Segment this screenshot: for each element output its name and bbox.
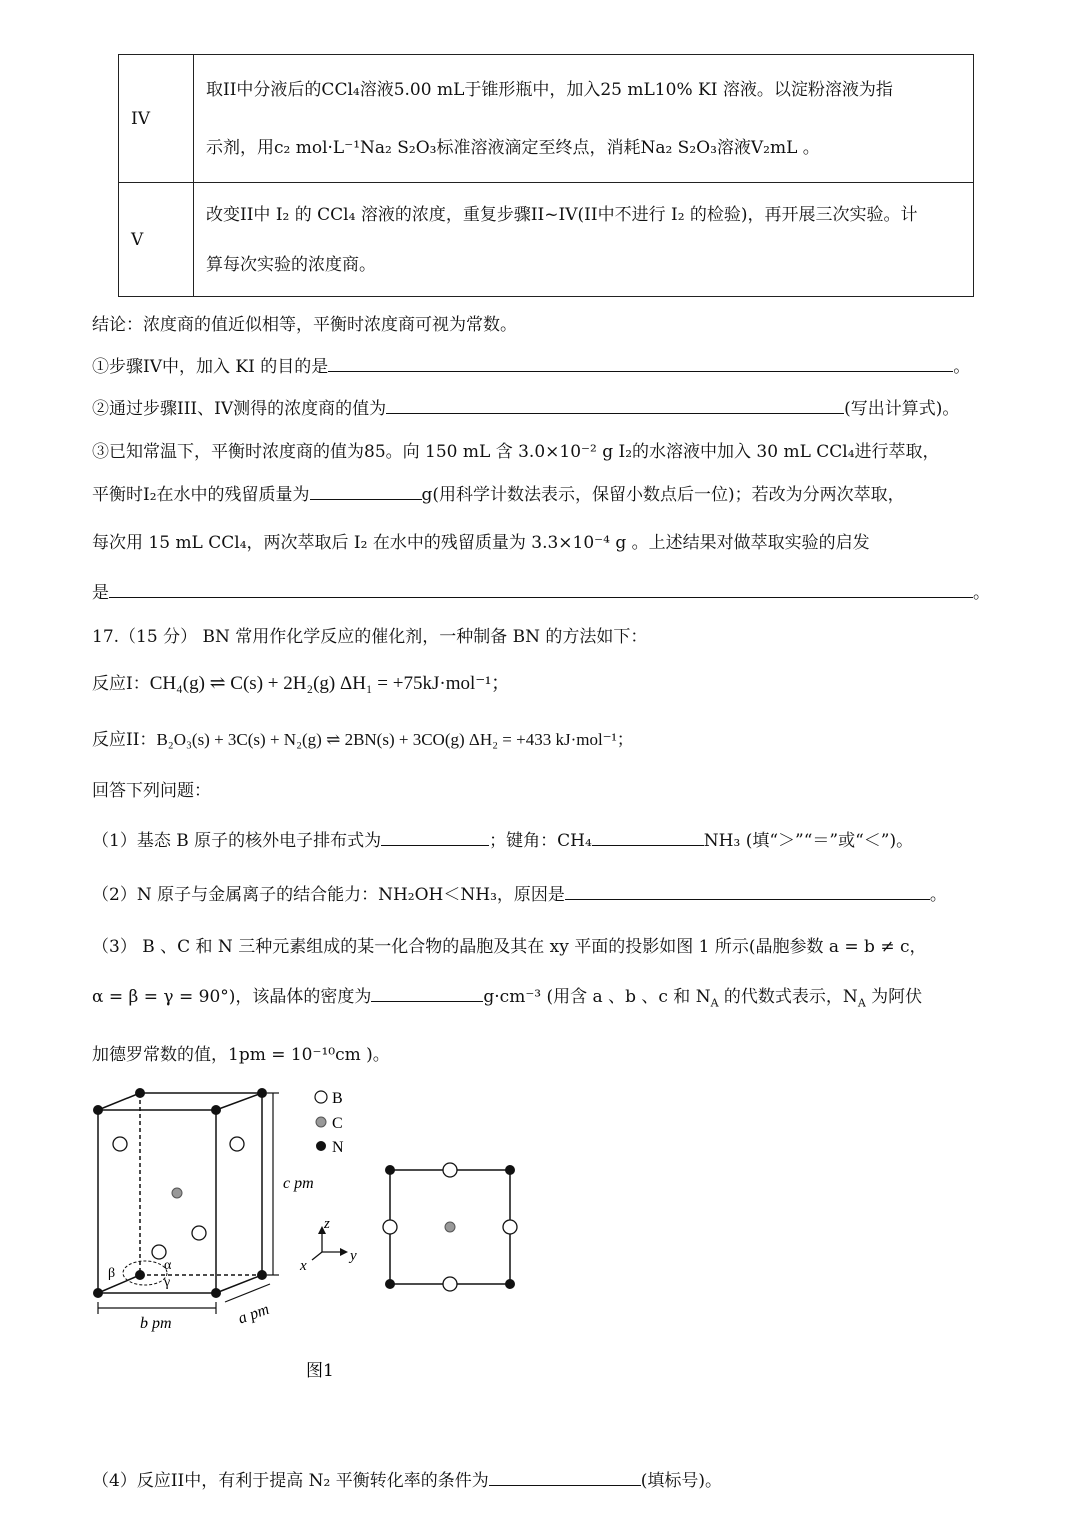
question-text: 为阿伏 xyxy=(865,987,923,1007)
b-dimension-label: b pm xyxy=(140,1315,172,1332)
n-atom xyxy=(257,1270,267,1280)
b-atom xyxy=(192,1226,206,1240)
answer-blank[interactable] xyxy=(328,353,953,372)
reaction-equation: CH₄(g) ⇌ C(s) + 2H₂(g) ΔH₁ = +75kJ·mol⁻¹； xyxy=(149,673,510,694)
question-text: g·cm⁻³ (用含 a 、b 、c 和 N xyxy=(483,987,711,1007)
n-atom xyxy=(135,1088,145,1098)
subscript: A xyxy=(710,996,719,1010)
n-atom xyxy=(93,1105,103,1115)
problem-17-title: 17.（15 分） BN 常用作化学反应的催化剂，一种制备 BN 的方法如下： xyxy=(92,627,648,647)
sub-question-4 xyxy=(92,1466,722,1491)
b-atom xyxy=(230,1137,244,1151)
question-3-line1: ③已知常温下，平衡时浓度商的值为85。向 150 mL 含 3.0×10⁻² g I₂的水溶液中加入 30 mL CCl₄进行萃取， xyxy=(92,442,940,462)
question-text: 。 xyxy=(929,885,947,905)
answer-blank[interactable] xyxy=(386,395,844,414)
n-atom xyxy=(211,1105,221,1115)
reaction-label: 反应II： xyxy=(92,730,157,750)
question-text: ②通过步骤III、IV测得的浓度商的值为 xyxy=(92,399,387,419)
sub-question-3-line2 xyxy=(92,982,922,1009)
reaction-2 xyxy=(92,725,634,750)
question-text: 。 xyxy=(973,583,990,603)
question-text: （2）N 原子与金属离子的结合能力：NH₂OH＜NH₃，原因是 xyxy=(92,885,565,905)
a-dimension-label: a pm xyxy=(235,1300,272,1328)
step-line: 改变II中 I₂ 的 CCl₄ 溶液的浓度，重复步骤II~IV(II中不进行 I₂ 的检验)，再开展三次实验。计 xyxy=(206,204,918,225)
legend-n-label: N xyxy=(332,1139,344,1156)
step-text xyxy=(194,183,974,297)
xy-projection xyxy=(383,1163,517,1291)
sub-question-2 xyxy=(92,880,947,905)
question-3-line3: 每次用 15 mL CCl₄，两次萃取后 I₂ 在水中的残留质量为 3.3×10⁻⁴ g 。上述结果对做萃取实验的启发 xyxy=(92,533,870,553)
sub-question-1 xyxy=(92,826,913,851)
x-axis-label: x xyxy=(300,1258,307,1274)
step-number: IV xyxy=(119,55,194,183)
conclusion-text: 结论：浓度商的值近似相等，平衡时浓度商可视为常数。 xyxy=(92,315,517,335)
question-text: 。 xyxy=(953,357,971,377)
sub-question-3-line3: 加德罗常数的值，1pm = 10⁻¹⁰cm )。 xyxy=(92,1045,390,1065)
sub-question-3-line1: （3） B 、C 和 N 三种元素组成的某一化合物的晶胞及其在 xy 平面的投影如图 1 所示(晶胞参数 a = b ≠ c， xyxy=(92,937,927,957)
z-axis-label: z xyxy=(324,1216,330,1232)
legend-b-label: B xyxy=(332,1090,343,1107)
question-text: （1）基态 B 原子的核外电子排布式为 xyxy=(92,831,382,851)
n-atom xyxy=(135,1270,145,1280)
answer-blank[interactable] xyxy=(592,827,704,846)
question-text: （4）反应II中，有利于提高 N₂ 平衡转化率的条件为 xyxy=(92,1471,489,1491)
step-line: 算每次实验的浓度商。 xyxy=(206,254,376,275)
atoms xyxy=(93,1088,267,1298)
question-text: 是 xyxy=(92,583,109,603)
n-atom xyxy=(211,1288,221,1298)
answer-blank[interactable] xyxy=(565,881,930,900)
question-1 xyxy=(92,352,970,377)
question-2 xyxy=(92,394,959,419)
reaction-label: 反应I： xyxy=(92,674,150,694)
answer-blank[interactable] xyxy=(109,579,973,598)
figure-caption: 图1 xyxy=(306,1361,334,1381)
legend xyxy=(315,1090,344,1156)
reaction-equation: B₂O₃(s) + 3C(s) + N₂(g) ⇌ 2BN(s) + 3CO(g) ΔH₂ = +433 kJ·mol⁻¹； xyxy=(156,730,634,749)
question-3-line4 xyxy=(92,578,990,603)
axes-icon xyxy=(312,1226,348,1260)
beta-label: β xyxy=(108,1266,116,1281)
n-atom xyxy=(93,1288,103,1298)
question-text: α = β = γ = 90°)，该晶体的密度为 xyxy=(92,987,372,1007)
answer-blank[interactable] xyxy=(371,983,483,1002)
n-atom xyxy=(257,1088,267,1098)
b-atom xyxy=(113,1137,127,1151)
step-row-iv xyxy=(119,55,974,183)
question-text: ；键角：CH₄ xyxy=(489,831,592,851)
step-line: 示剂，用c₂ mol·L⁻¹Na₂ S₂O₃标准溶液滴定至终点，消耗Na₂ S₂O₃溶液V₂mL 。 xyxy=(206,137,820,158)
question-text: (填标号)。 xyxy=(640,1471,723,1491)
y-axis-label: y xyxy=(350,1248,357,1264)
question-3-line2 xyxy=(92,480,905,505)
legend-n-marker xyxy=(316,1141,326,1151)
c-dimension-label: c pm xyxy=(283,1175,314,1192)
answer-blank[interactable] xyxy=(489,1467,641,1486)
subscript: A xyxy=(857,996,866,1010)
gamma-label: γ xyxy=(164,1275,171,1290)
legend-c-label: C xyxy=(332,1115,343,1132)
figure-1 xyxy=(80,1080,540,1400)
question-text: NH₃ (填“＞”“＝”或“＜”)。 xyxy=(703,831,914,851)
step-line: 取II中分液后的CCl₄溶液5.00 mL于锥形瓶中，加入25 mL10% KI 溶液。以淀粉溶液为指 xyxy=(206,79,893,100)
question-text: 的代数式表示，N xyxy=(718,987,858,1007)
angle-marker xyxy=(123,1261,167,1285)
question-text: (写出计算式)。 xyxy=(844,399,960,419)
c-atom xyxy=(172,1188,182,1198)
legend-c-marker xyxy=(316,1117,326,1127)
reaction-1 xyxy=(92,668,510,695)
question-text: 平衡时I₂在水中的残留质量为 xyxy=(92,485,310,505)
steps-table xyxy=(118,54,974,297)
step-number: V xyxy=(119,183,194,297)
answer-blank[interactable] xyxy=(381,827,489,846)
step-text xyxy=(194,55,974,183)
answer-blank[interactable] xyxy=(310,481,422,500)
legend-b-marker xyxy=(315,1091,327,1103)
step-row-v xyxy=(119,183,974,297)
alpha-label: α xyxy=(164,1258,172,1273)
b-atom xyxy=(152,1245,166,1259)
answer-prompt: 回答下列问题： xyxy=(92,781,211,801)
question-text: ①步骤IV中，加入 KI 的目的是 xyxy=(92,357,329,377)
question-text: g(用科学计数法表示，保留小数点后一位)；若改为分两次萃取， xyxy=(421,485,905,505)
